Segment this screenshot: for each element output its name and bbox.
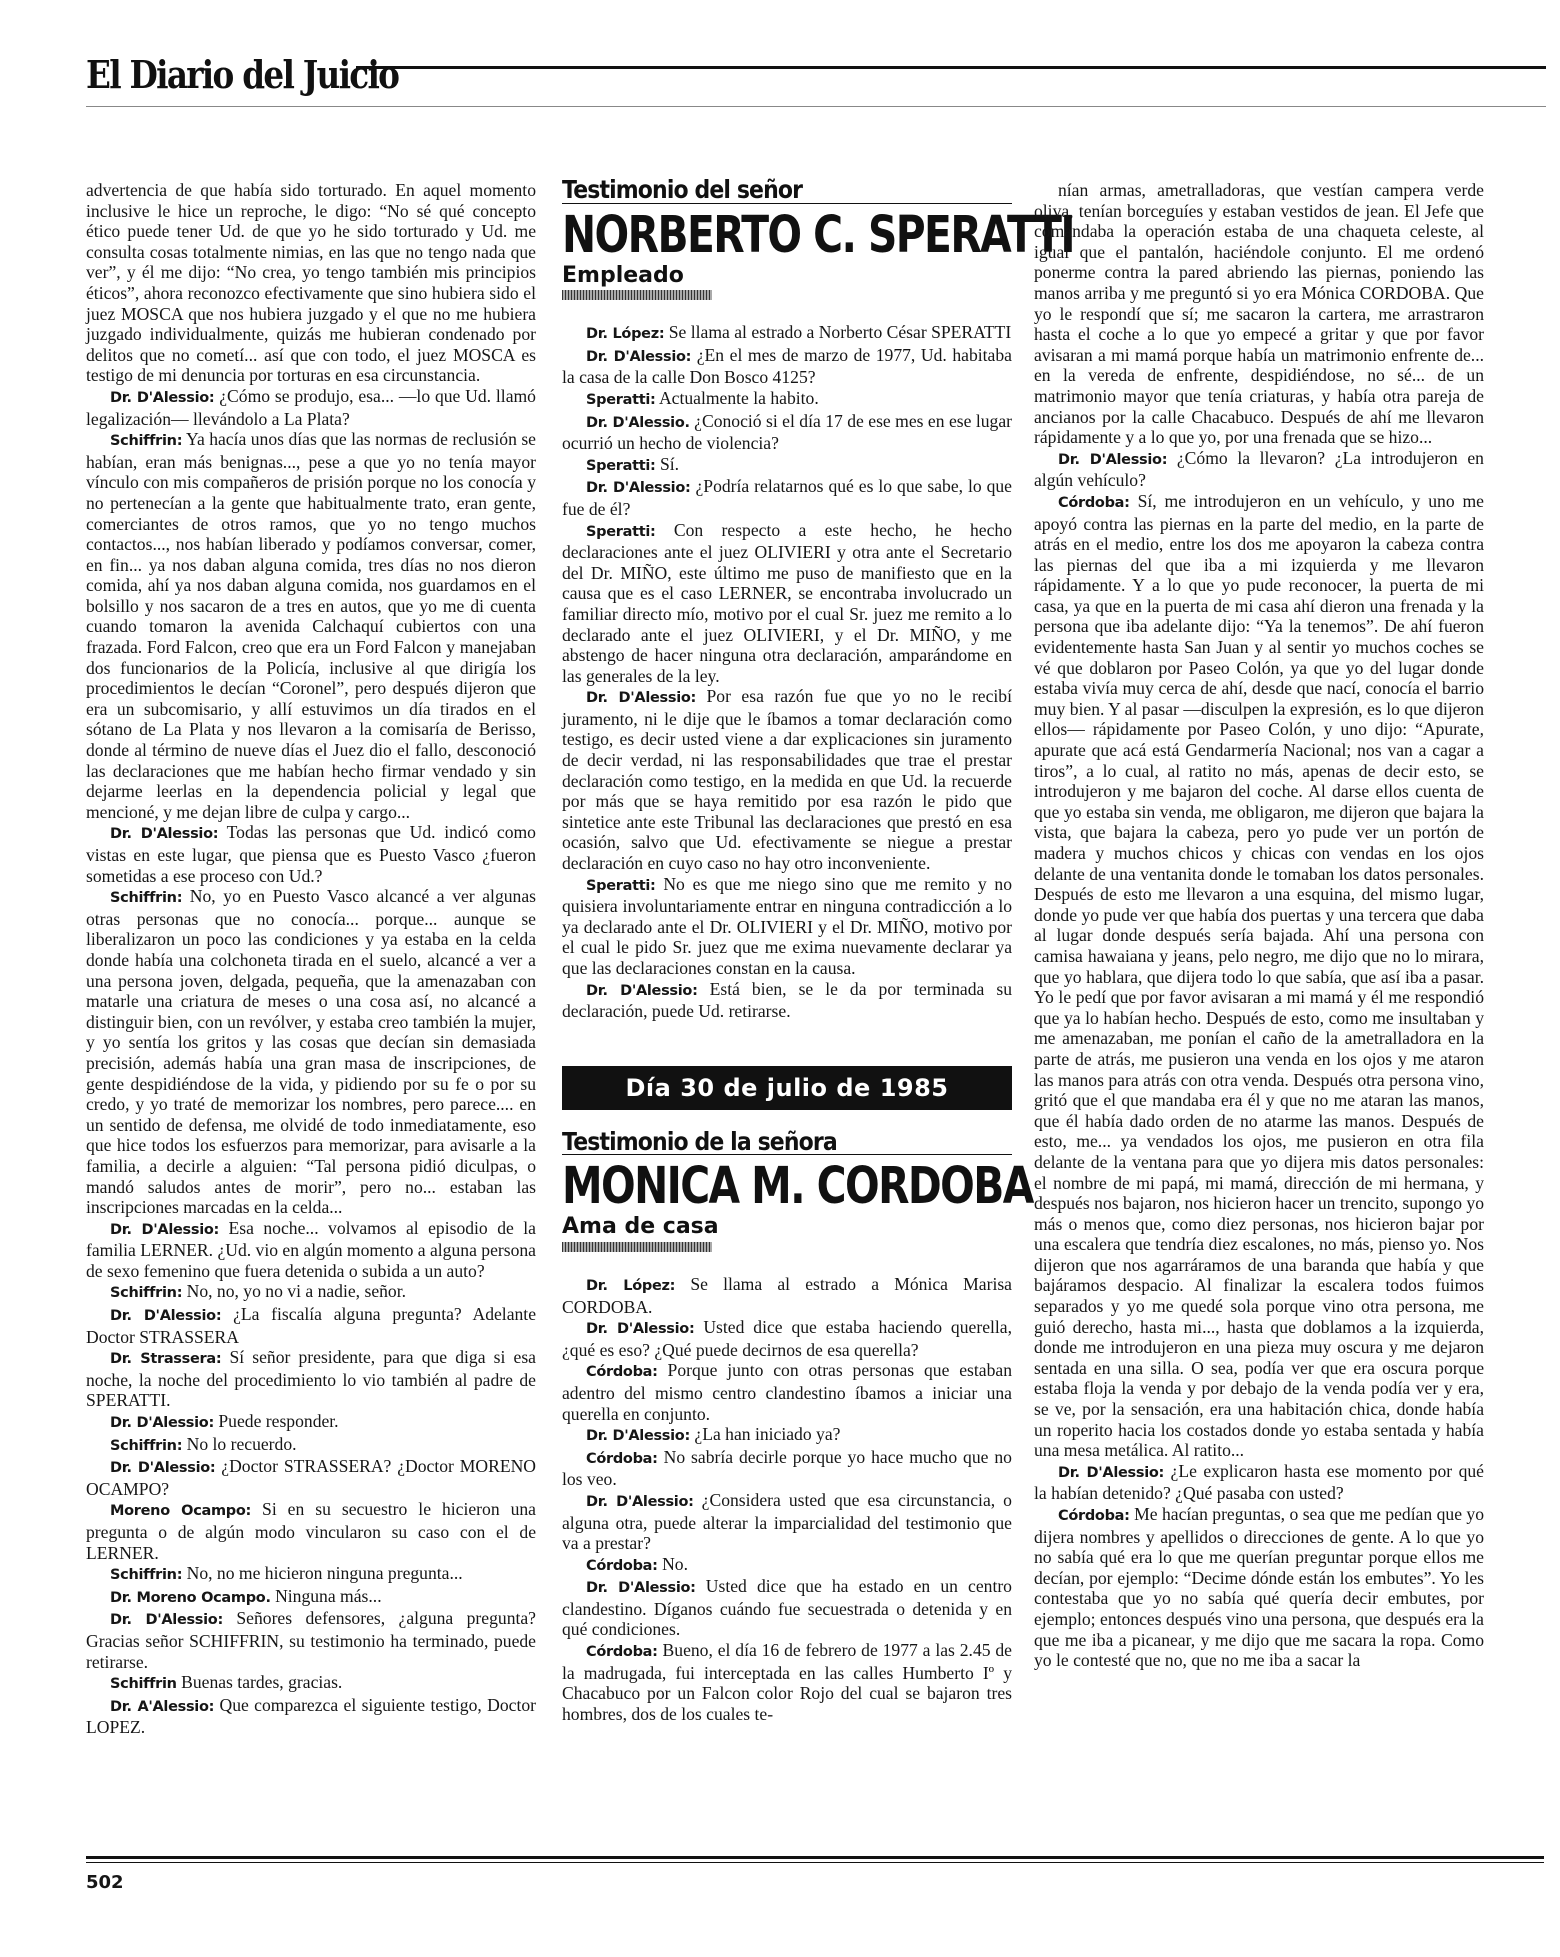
section-kicker: Testimonio del señor bbox=[562, 175, 803, 204]
speaker-label: Dr. D'Alessio: bbox=[110, 1460, 216, 1477]
speaker-label: Schiffrin: bbox=[110, 433, 183, 450]
speech-text: ¿La han iniciado ya? bbox=[694, 1424, 841, 1445]
speaker-label: Schiffrin: bbox=[110, 1285, 183, 1302]
footer-thin-rule bbox=[86, 1862, 1544, 1863]
speaker-label: Dr. D'Alessio: bbox=[1058, 451, 1168, 468]
paragraph bbox=[86, 1563, 536, 1586]
speaker-label: Dr. D'Alessio: bbox=[586, 348, 692, 365]
speaker-label: Schiffrin: bbox=[110, 890, 183, 907]
paragraph bbox=[86, 1456, 536, 1499]
speech-text: ¿En el mes de marzo de 1977, Ud. habitaba la casa de la calle Don Bosco 4125? bbox=[562, 344, 1012, 388]
paragraph bbox=[1034, 1504, 1484, 1671]
section-kicker: Testimonio de la señora bbox=[562, 1126, 837, 1156]
speech-text: No. bbox=[662, 1553, 688, 1574]
hatch-bar bbox=[562, 1242, 712, 1252]
speaker-label: Dr. Moreno Ocampo. bbox=[110, 1589, 271, 1606]
paragraph bbox=[562, 388, 1012, 411]
speech-text: No, no me hicieron ninguna pregunta... bbox=[186, 1563, 463, 1584]
speech-text: Con respecto a este hecho, he hecho declaraciones ante el juez OLIVIERI y otra ante el Secretario del Dr. MIÑO, este último me puso de manifiesto que en la causa que es el caso LERNER, se encontraba involucrado un familiar directo mío, motivo por el cual Sr. juez me remito a lo declarado ante el juez OLIVIERI, y el Dr. MIÑO, y me abstengo de hacer ninguna otra declaración, amparándome en las generales de la ley. bbox=[562, 519, 1012, 686]
speaker-label: Dr. D'Alessio: bbox=[110, 1308, 222, 1325]
speech-text: Puede responder. bbox=[218, 1411, 339, 1432]
speech-text: Usted dice que estaba haciendo querella, ¿qué es eso? ¿Qué puede decirnos de esa querella? bbox=[562, 1317, 1012, 1360]
speech-text: Buenas tardes, gracias. bbox=[181, 1672, 343, 1693]
speaker-label: Dr. Strassera: bbox=[110, 1351, 222, 1368]
column-3 bbox=[1034, 180, 1484, 1671]
paragraph bbox=[86, 1347, 536, 1411]
paragraph bbox=[86, 1608, 536, 1672]
paragraph bbox=[562, 345, 1012, 388]
paragraph bbox=[562, 1274, 1012, 1317]
speech-text: Se llama al estrado a Mónica Marisa CORDOBA. bbox=[562, 1273, 1012, 1317]
speaker-label: Speratti: bbox=[586, 877, 656, 894]
paragraph bbox=[562, 1360, 1012, 1424]
speaker-label: Dr. D'Alessio: bbox=[110, 1415, 214, 1432]
speaker-label: Dr. D'Alessio: bbox=[586, 1428, 690, 1445]
paragraph bbox=[86, 822, 536, 886]
hatch-bar bbox=[562, 290, 712, 300]
speech-text: Porque junto con otras personas que estaban adentro del mismo centro clandestino íbamos a iniciar una querella en conjunto. bbox=[562, 1360, 1012, 1424]
speech-text: Si en su secuestro le hicieron una pregunta o de algún modo vincularon su caso con el de LERNER. bbox=[86, 1499, 536, 1563]
speaker-label: Dr. D'Alessio: bbox=[110, 1221, 220, 1238]
speaker-label: Dr. D'Alessio: bbox=[586, 1580, 696, 1597]
speech-text: ¿Podría relatarnos qué es lo que sabe, lo que fue de él? bbox=[562, 476, 1012, 519]
speaker-label: Dr. D'Alessio: bbox=[586, 1493, 694, 1510]
paragraph bbox=[562, 520, 1012, 687]
paragraph bbox=[86, 1218, 536, 1282]
paragraph bbox=[86, 386, 536, 429]
witness-name: NORBERTO C. SPERATTI bbox=[562, 205, 1074, 265]
speech-text: Ninguna más... bbox=[275, 1585, 382, 1606]
speech-text: Está bien, se le da por terminada su declaración, puede Ud. retirarse. bbox=[562, 978, 1012, 1022]
speaker-label: Speratti: bbox=[586, 391, 656, 408]
speaker-label: Córdoba: bbox=[586, 1644, 658, 1661]
speech-text: advertencia de que había sido torturado. En aquel momento inclusive le hice un reproche, le digo: “No sé qué concepto ético puede tener Ud. de que yo he sido torturado y Ud. me consulta cosas totalmente nimias, en las que no tengo nada que ver”, y él me dijo: “No crea, yo tengo también mis principios éticos”, ahora reconozco efectivamente que sino hubiera sido el juez MOSCA que nos hubiera juzgado y el que no me hubiera juzgado individualmente, quizás me hubieran condenado por delitos que no cometí... así que con todo, el juez MOSCA es testigo de mi denuncia por torturas en esa circunstancia. bbox=[86, 180, 536, 386]
speaker-label: Dr. A'Alessio: bbox=[110, 1698, 215, 1715]
speech-text: Me hacían preguntas, o sea que me pedían que yo dijera nombres y apellidos o direcciones de gente. A lo que yo no sabía qué era lo que me querían preguntar porque ellos me decían, por ejemplo: “Decime dónde están los embutes”. Yo les contestaba que yo no sabía qué quería decir embutes, por ejemplo; entonces después vino una persona, que después era la que me iba a picanear, y me dijo que me sacara la ropa. Como yo le contesté que no, que no me iba a sacar la bbox=[1034, 1504, 1485, 1671]
speech-text: Se llama al estrado a Norberto César SPERATTI bbox=[668, 322, 1012, 343]
paragraph bbox=[562, 411, 1012, 454]
speech-text: Sí. bbox=[659, 453, 680, 474]
paragraph bbox=[86, 1434, 536, 1457]
speech-text: No lo recuerdo. bbox=[186, 1433, 297, 1454]
speaker-label: Dr. D'Alessio: bbox=[1058, 1464, 1165, 1481]
speaker-label: Dr. D'Alessio: bbox=[586, 690, 697, 707]
speaker-label: Schiffrin: bbox=[110, 1437, 183, 1454]
paragraph bbox=[86, 1281, 536, 1304]
speech-text: Actualmente la habito. bbox=[658, 387, 819, 408]
testimony-body bbox=[562, 1274, 1012, 1724]
speaker-label: Dr. D'Alessio: bbox=[110, 1612, 223, 1629]
paragraph bbox=[86, 1586, 536, 1609]
paragraph bbox=[562, 686, 1012, 873]
speaker-label: Córdoba: bbox=[1058, 1508, 1130, 1524]
speaker-label: Dr. D'Alessio: bbox=[586, 480, 691, 497]
paragraph bbox=[1034, 491, 1484, 1461]
speech-text: ¿La fiscalía alguna pregunta? Adelante Doctor STRASSERA bbox=[86, 1304, 536, 1347]
speech-text: Que comparezca el siguiente testigo, Doctor LOPEZ. bbox=[86, 1694, 537, 1738]
paragraph bbox=[562, 476, 1012, 519]
speaker-label: Dr. D'Alessio: bbox=[110, 826, 219, 843]
speaker-label: Dr. D'Alessio: bbox=[586, 1321, 695, 1338]
testimony-body bbox=[562, 322, 1012, 1022]
paragraph bbox=[562, 454, 1012, 477]
speaker-label: Córdoba: bbox=[1058, 494, 1130, 511]
masthead-rule bbox=[356, 66, 1546, 69]
speaker-label: Córdoba: bbox=[586, 1364, 658, 1381]
speech-text: ¿Cómo se produjo, esa... —lo que Ud. llamó legalización— llevándolo a La Plata? bbox=[86, 385, 536, 429]
speaker-label: Dr. López: bbox=[586, 326, 665, 343]
speaker-label: Moreno Ocampo: bbox=[110, 1503, 252, 1520]
speech-text: ¿Cómo la llevaron? ¿La introdujeron en algún vehículo? bbox=[1034, 447, 1484, 491]
speech-text: Señores defensores, ¿alguna pregunta? Gracias señor SCHIFFRIN, su testimonio ha terminado, puede retirarse. bbox=[86, 1608, 536, 1672]
paragraph bbox=[86, 1695, 536, 1738]
paragraph bbox=[562, 1554, 1012, 1577]
speech-text: ¿Le explicaron hasta ese momento por qué la habían detenido? ¿Qué pasaba con usted? bbox=[1034, 1460, 1484, 1504]
testimony-speratti bbox=[562, 175, 1074, 1022]
witness-role: Ama de casa bbox=[562, 1214, 719, 1240]
paragraph bbox=[86, 886, 536, 1218]
speaker-label: Dr. D'Alessio. bbox=[586, 414, 690, 431]
paragraph bbox=[562, 1490, 1012, 1554]
paragraph bbox=[86, 1411, 536, 1434]
speech-text: ¿Doctor STRASSERA? ¿Doctor MORENO OCAMPO? bbox=[86, 1456, 536, 1499]
speaker-label: Córdoba: bbox=[586, 1557, 658, 1574]
speech-text: No, no, yo no vi a nadie, señor. bbox=[186, 1281, 407, 1302]
speech-text: nían armas, ametralladoras, que vestían campera verde oliva, tenían borceguíes y estaban vestidos de jean. El Jefe que comandaba la operación estaba de una chaqueta celeste, al igual que el pantalón, haciéndole conjunto. El me ordenó ponerme contra la pared abriendo las piernas, poniendo las manos arriba y me preguntó si yo era Mónica CORDOBA. Que yo le respondí que sí; me sacaron la cartera, me arrastraron hasta el coche a lo que yo empecé a gritar y que por favor avisaran a mi mamá porque había un matrimonio enfrente de... en la vereda de enfrente, despidiéndose, no sé... de un matrimonio mayor que tenía criaturas, y había otra pareja de ancianos por la calle Chacabuco. Después de ahí me llevaron rápidamente y a lo que yo, por una frenada que se hizo... bbox=[1034, 180, 1484, 448]
paragraph bbox=[86, 1304, 536, 1347]
speech-text: ¿Conoció si el día 17 de ese mes en ese lugar ocurrió un hecho de violencia? bbox=[562, 410, 1012, 454]
paragraph bbox=[86, 429, 536, 822]
speech-text: Todas las personas que Ud. indicó como vistas en este lugar, que piensa que es Puesto Vasco ¿fueron sometidas a ese proceso con Ud.? bbox=[86, 822, 536, 886]
paragraph bbox=[1034, 448, 1484, 491]
witness-name: MONICA M. CORDOBA bbox=[562, 1157, 1033, 1217]
paragraph bbox=[1034, 180, 1484, 448]
speech-text: Bueno, el día 16 de febrero de 1977 a las 2.45 de la madrugada, fui interceptada en las calles Humberto Iº y Chacabuco por un Falcon color Rojo del cual se bajaron tres hombres, dos de los cuales te- bbox=[562, 1640, 1012, 1724]
paragraph bbox=[86, 1499, 536, 1563]
speech-text: Ya hacía unos días que las normas de reclusión se habían, eran más benignas..., pese a que yo no tenía mayor vínculo con mis compañeros de prisión porque no los conocía y no pertenecían a la gente que habitualmente trato, eran gente, comerciantes de otros ramos, que yo no tengo muchos contactos..., nos habían liberado y podíamos conversar, comer, en fin... ya nos daban alguna comida, tres días no nos dieron comida, ahí ya nos daban alguna comida, nos guardamos en el bolsillo y nos sacaron de a tres en autos, que yo me di cuenta cuando tomaron la avenida Calchaquí cubiertos con una frazada. Ford Falcon, creo que era un Ford Falcon y manejaban dos funcionarios de la Policía, inclusive al que dirigía los procedimientos le decían “Coronel”, pero después dijeron que era un subcomisario, y allí estuvimos un día tirados en el sótano de La Plata y nos llevaron a la comisaría de Berisso, donde al término de nueve días el Juez dio el fallo, desconoció las declaraciones que me habían hecho firmar vendado y sin dejarme leerlas en la dependencia policial y legal que mencioné, y me dejan libre de culpa y cargo... bbox=[86, 429, 536, 822]
speaker-label: Schiffrin: bbox=[110, 1567, 183, 1584]
footer-rule bbox=[86, 1856, 1544, 1859]
speaker-label: Dr. López: bbox=[586, 1277, 676, 1294]
speech-text: No es que me niego sino que me remito y no quisiera involuntariamente entrar en ninguna contradicción a lo ya declarado ante el Dr. OLIVIERI y el Dr. MIÑO, motivo por el cual le pido Sr. juez que me exima nuevamente declarar ya que las declaraciones constan en la causa. bbox=[562, 873, 1013, 978]
date-banner: Día 30 de julio de 1985 bbox=[562, 1066, 1012, 1110]
speech-text: Esa noche... volvamos al episodio de la familia LERNER. ¿Ud. vio en algún momento a alguna persona de sexo femenino que fuera detenida o subida a un auto? bbox=[86, 1217, 536, 1281]
paragraph bbox=[562, 1640, 1012, 1724]
speaker-label: Córdoba: bbox=[586, 1450, 658, 1467]
speaker-label: Dr. D'Alessio: bbox=[586, 982, 698, 999]
paragraph bbox=[562, 1317, 1012, 1360]
witness-role: Empleado bbox=[562, 262, 684, 288]
speech-text: Sí, me introdujeron en un vehículo, y uno me apoyó contra las piernas en la parte del medio, en la parte de atrás en el medio, entre los dos me apoyaron la cabeza contra las piernas del que iba a mi izquierda y me llevaron rápidamente. Y a lo que yo pude reconocer, la puerta de mi casa, ya que en la puerta de mi casa ahí dieron una frenada y la persona que iba adelante dijo: “Ya la tenemos”. De ahí fueron evidentemente hasta San Juan y al sentir yo muchos coches se vé que doblaron por Paseo Colón, ya que yo del lugar donde estaba vivía muy cerca de ahí, desde que nací, conocía el barrio muy bien. Y al pasar —disculpen la expresión, es lo que dijeron ellos— rápidamente por Paseo Colón, y uno dijo: “Apurate, apurate que acá está Gendarmería Nacional; nos van a cagar a tiros”, a lo cual, al ratito no más, apenas de decir esto, se introdujeron y me bajaron del coche. Al darse ellos cuenta de que yo estaba sin venda, me obligaron, me dijeron que bajara la vista, que bajara la cabeza, pero yo pude ver un portón de madera y muchos chicos y chicas con vendas en los ojos delante de una ventanita donde le tomaban los datos personales. Después de esto me llevaron a una esquina, del mismo lugar, donde yo pude ver que había dos puertas y una tercera que daba al lugar donde después sería bajada. Ahí una persona con camisa hawaiana y jeans, pelo negro, me dijo que no lo mirara, que yo hablara, que dijera todo lo que sabía, que así iba a pasar. Yo le pedí que por favor avisaran a mi mamá y él me respondió que ya lo habían hecho. Después de esto, como me insultaban y me amenazaban, me ponían el caño de la ametralladora en la parte de atrás, me pusieron una venda en los ojos y me ataron las manos para atrás con otra venda. Después otra persona vino, gritó que el que mandaba era él y que no me ataran las manos, que él había dado orden de no atarme las manos. Después de esto, me... ya vendados los ojos, me pusieron en otra fila delante de la ventana para que yo dijera mis datos personales: el nombre de mi papá, mi mamá, dirección de mi hermana, y después nos bajaron, nos hicieron hacer un trencito, supongo yo más o menos que, como diez personas, nos hicieron bajar por una escalera que tendría diez escalones, no más, pienso yo. Nos dijeron que nos agarráramos de una baranda que había y que bajáramos despacio. Al finalizar la escalera todos fuimos separados y yo me quedé sola porque vino otra persona, me guió derecho, hasta mi..., hasta que doblamos a la izquierda, donde me introdujeron en una pieza muy oscura y me dejaron sentada en una silla. O sea, podía ver que era oscura porque estaba floja la venda y por debajo de la venda podía ver y era, se ve, por la sensación, era una habitación chica, donde había un roperito hacia los costados donde yo estaba sentada y había una mesa metálica. Al ratito... bbox=[1034, 490, 1484, 1461]
paragraph bbox=[86, 1672, 536, 1695]
paragraph bbox=[562, 874, 1012, 979]
paragraph bbox=[86, 180, 536, 386]
testimony-cordoba bbox=[562, 1126, 1033, 1725]
paragraph bbox=[1034, 1461, 1484, 1504]
speech-text: Sí señor presidente, para que diga si esa noche, la noche del procedimiento lo vio también al padre de SPERATTI. bbox=[86, 1347, 536, 1411]
speech-text: No sabría decirle porque yo hace mucho que no los veo. bbox=[562, 1446, 1012, 1490]
paragraph bbox=[562, 1424, 1012, 1447]
column-1 bbox=[86, 180, 536, 1738]
speaker-label: Speratti: bbox=[586, 523, 656, 540]
paragraph bbox=[562, 322, 1012, 345]
speech-text: Por esa razón fue que yo no le recibí juramento, ni le dije que le íbamos a tomar declaración como testigo, es decir usted viene a dar explicaciones sin juramento de decir verdad, ni las responsabilidades que trae el prestar declaración como testigo, en la medida en que Ud. la recuerde por más que se haya remitido por esa razón le pido que sintetice ante este Tribunal las declaraciones que prestó en esa ocasión, salvo que Ud. efectivamente se niegue a prestar declaración en cuyo caso no hay otro inconveniente. bbox=[562, 686, 1012, 874]
speaker-label: Schiffrin bbox=[110, 1676, 177, 1693]
paragraph bbox=[562, 1576, 1012, 1640]
speaker-label: Speratti: bbox=[586, 457, 656, 474]
speech-text: Usted dice que ha estado en un centro clandestino. Díganos cuándo fue secuestrada o detenida y en qué condiciones. bbox=[562, 1576, 1012, 1640]
masthead-title: El Diario del Juicio bbox=[86, 52, 399, 97]
speaker-label: Dr. D'Alessio: bbox=[110, 389, 215, 406]
masthead-thin-rule bbox=[86, 106, 1546, 107]
speech-text: ¿Considera usted que esa circunstancia, o alguna otra, puede alterar la imparcialidad del testimonio que va a prestar? bbox=[562, 1489, 1012, 1554]
paragraph bbox=[562, 979, 1012, 1022]
masthead bbox=[86, 52, 1546, 122]
column-2 bbox=[562, 175, 1074, 1724]
page-number: 502 bbox=[86, 1872, 124, 1893]
paragraph bbox=[562, 1447, 1012, 1490]
speech-text: No, yo en Puesto Vasco alcancé a ver algunas otras personas que no conocía... porque... aunque se liberalizaron un poco las condiciones y ya estaba en la celda donde había una colchoneta tirada en el suelo, alcancé a ver a una persona joven, delgada, pequeña, que la amenazaban con matarle una criatura de meses o una cosa así, no alcancé a distinguir bien, con un revólver, y estaba creo también la mujer, y yo sentía los gritos y las cosas que decían sin demasiada precisión, además había una gran masa de inscripciones, de gente despidiéndose de la vida, y pidiendo por su fe o por su credo, y yo traté de memorizar los nombres, pero parece.... en un sentido de defensa, me olvidé de todo inmediatamente, eso que hice todos los esfuerzos para memorizar, para avisarle a la familia, a decirle a alguien: “Tal persona pidió diculpas, o mandó saludos antes de morir”, pero no... estaban las inscripciones marcadas en la celda... bbox=[86, 886, 536, 1218]
